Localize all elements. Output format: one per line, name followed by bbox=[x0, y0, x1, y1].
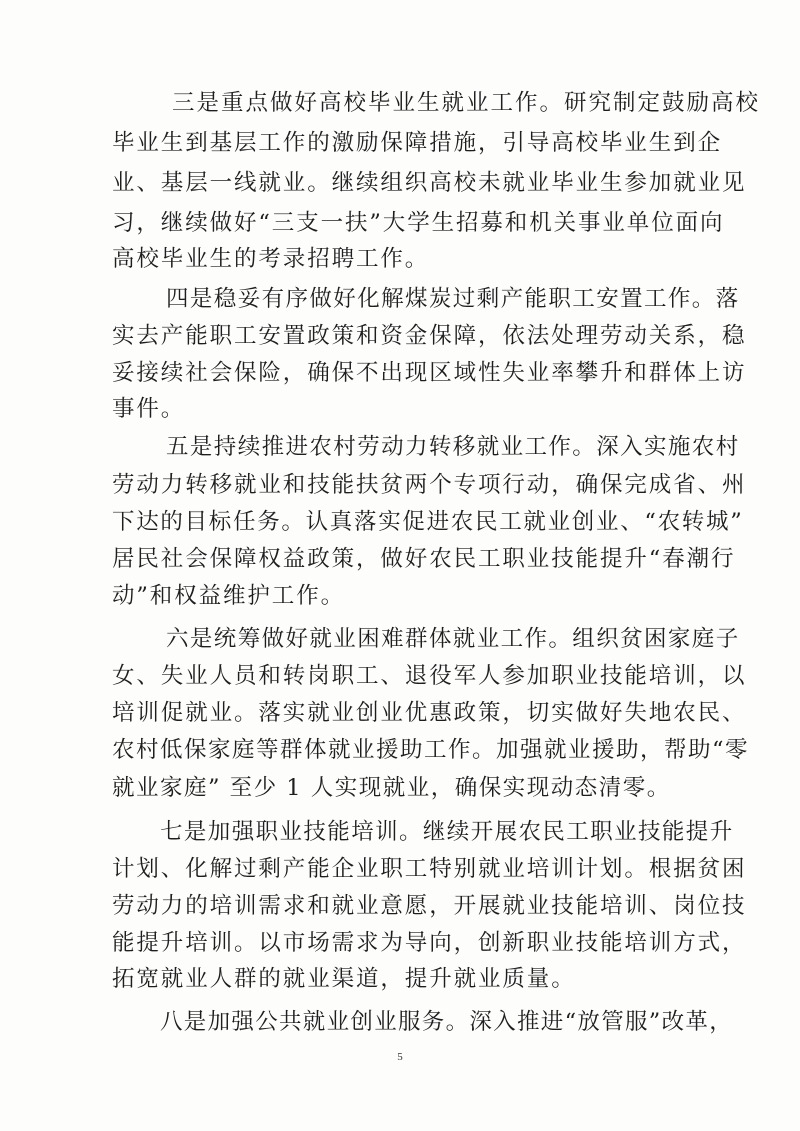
paragraph-line: 事件。 bbox=[112, 396, 186, 422]
paragraph-line: 妥接续社会保险，确保不出现区域性失业率攀升和群体上访 bbox=[112, 360, 747, 386]
paragraph-line: 八是加强公共就业创业服务。深入推进“放管服”改革， bbox=[160, 1009, 734, 1035]
paragraph-line: 居民社会保障权益政策，做好农民工职业技能提升“春潮行 bbox=[112, 546, 736, 572]
paragraph-line: 业、基层一线就业。继续组织高校未就业毕业生参加就业见 bbox=[112, 170, 747, 196]
paragraph-line: 七是加强职业技能培训。继续开展农民工职业技能提升 bbox=[160, 819, 734, 845]
paragraph-line: 习，继续做好“三支一扶”大学生招募和机关事业单位面向 bbox=[112, 210, 725, 236]
paragraph-line: 女、失业人员和转岗职工、退役军人参加职业技能培训，以 bbox=[112, 663, 747, 689]
paragraph-line: 实去产能职工安置政策和资金保障，依法处理劳动关系，稳 bbox=[112, 323, 747, 349]
paragraph-line: 就业家庭” 至少 1 人实现就业，确保实现动态清零。 bbox=[112, 775, 671, 801]
paragraph-line: 四是稳妥有序做好化解煤炭过剩产能职工安置工作。落 bbox=[166, 286, 740, 312]
paragraph-line: 动”和权益维护工作。 bbox=[112, 583, 346, 609]
paragraph-line: 劳动力的培训需求和就业意愿，开展就业技能培训、岗位技 bbox=[112, 893, 747, 919]
paragraph-line: 计划、化解过剩产能企业职工特别就业培训计划。根据贫困 bbox=[112, 856, 747, 882]
paragraph-line: 三是重点做好高校毕业生就业工作。研究制定鼓励高校 bbox=[172, 90, 761, 116]
paragraph-line: 毕业生到基层工作的激励保障措施，引导高校毕业生到企 bbox=[112, 130, 723, 156]
paragraph-line: 农村低保家庭等群体就业援助工作。加强就业援助，帮助“零 bbox=[112, 737, 750, 763]
paragraph-line: 高校毕业生的考录招聘工作。 bbox=[112, 246, 430, 272]
paragraph-line: 培训促就业。落实就业创业优惠政策，切实做好失地农民、 bbox=[112, 700, 747, 726]
paragraph-line: 下达的目标任务。认真落实促进农民工就业创业、“农转城” bbox=[112, 509, 744, 535]
paragraph-line: 五是持续推进农村劳动力转移就业工作。深入实施农村 bbox=[166, 434, 740, 460]
paragraph-line: 拓宽就业人群的就业渠道，提升就业质量。 bbox=[112, 966, 576, 992]
paragraph-line: 六是统筹做好就业困难群体就业工作。组织贫困家庭子 bbox=[166, 626, 740, 652]
paragraph-line: 能提升培训。以市场需求为导向，创新职业技能培训方式， bbox=[112, 930, 747, 956]
page-number: 5 bbox=[397, 1051, 403, 1063]
paragraph-line: 劳动力转移就业和技能扶贫两个专项行动，确保完成省、州 bbox=[112, 472, 747, 498]
